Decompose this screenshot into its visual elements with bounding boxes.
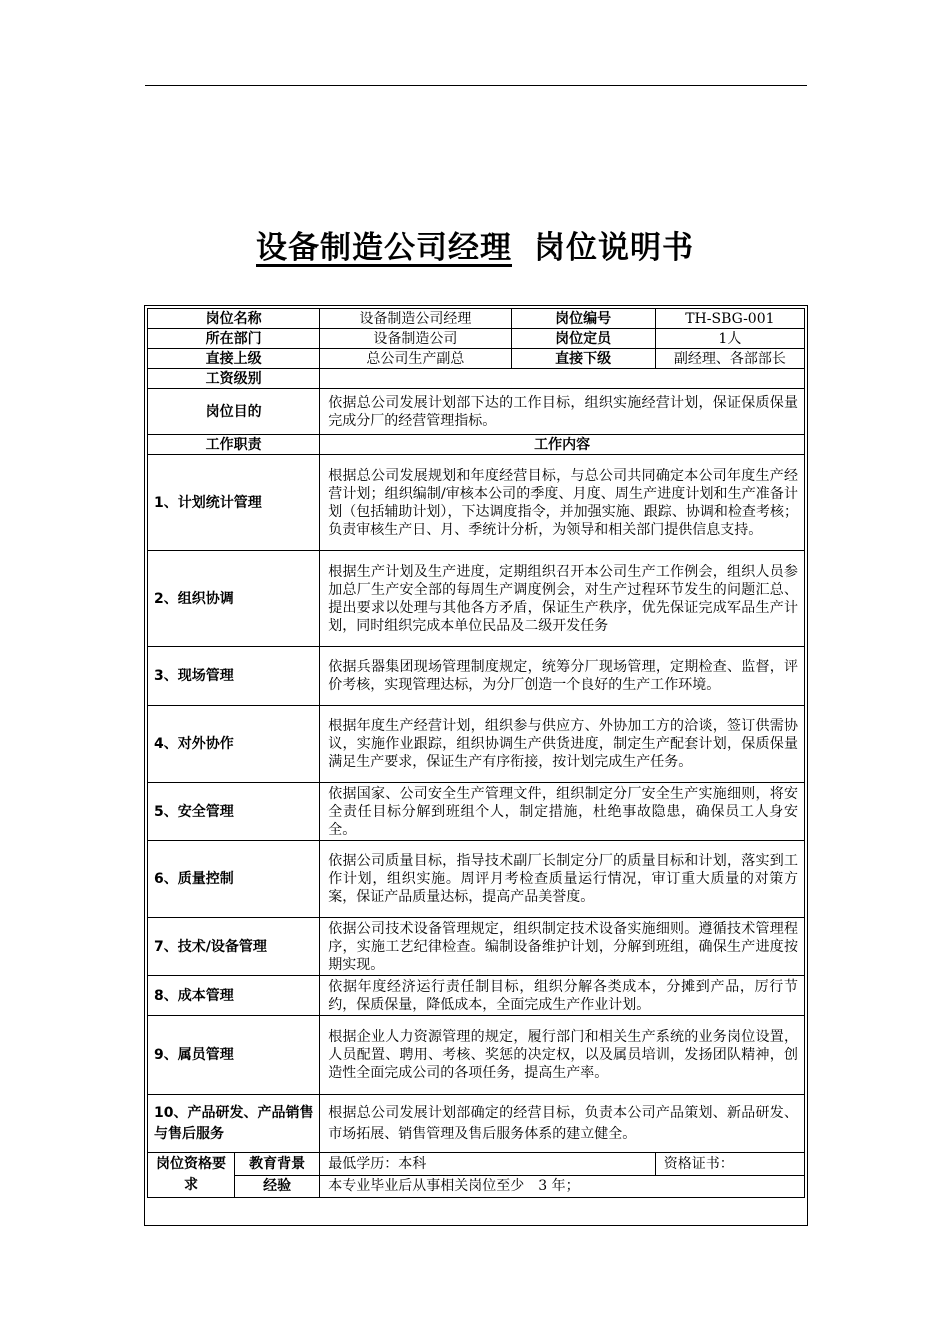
duties-header-right: 工作内容 [320,435,805,455]
duty-name: 6、质量控制 [148,841,320,918]
salary-value [320,369,805,389]
title-doc-type: 岗位说明书 [534,230,694,266]
purpose-label: 岗位目的 [148,389,320,435]
duty-name: 4、对外协作 [148,706,320,783]
duty-row [148,551,805,647]
duty-row [148,455,805,551]
subordinate-label: 直接下级 [511,349,655,369]
duty-content: 根据企业人力资源管理的规定，履行部门和相关生产系统的业务岗位设置，人员配置、聘用、考核、奖惩的决定权，以及属员培训，发扬团队精神，创造性全面完成公司的各项任务，提高生产率。 [320,1016,805,1095]
position-name-value: 设备制造公司经理 [320,309,511,329]
certificate-value: 资格证书： [655,1153,804,1176]
duties-header-left: 工作职责 [148,435,320,455]
duty-name: 5、安全管理 [148,783,320,841]
row-position-name [148,309,805,329]
purpose-text: 依据总公司发展计划部下达的工作目标，组织实施经营计划，保证保质保量完成分厂的经营管理指标。 [320,389,805,435]
qualification-label: 岗位资格要求 [148,1153,235,1197]
row-salary [148,369,805,389]
duty-content: 依据国家、公司安全生产管理文件，组织制定分厂安全生产实施细则，将安全责任目标分解到班组个人，制定措施，杜绝事故隐患，确保员工人身安全。 [320,783,805,841]
duty-name: 10、产品研发、产品销售与售后服务 [148,1095,320,1153]
superior-value: 总公司生产副总 [320,349,511,369]
row-duties-header [148,435,805,455]
position-code-label: 岗位编号 [511,309,655,329]
duty-row [148,918,805,976]
headcount-label: 岗位定员 [511,329,655,349]
duty-content: 根据年度生产经营计划，组织参与供应方、外协加工方的洽谈，签订供需协议，实施作业跟踪，组织协调生产供货进度，制定生产配套计划，保质保量满足生产要求，保证生产有序衔接，按计划完成生产任务。 [320,706,805,783]
duty-content: 依据公司质量目标，指导技术副厂长制定分厂的质量目标和计划，落实到工作计划，组织实施。周评月考检查质量运行情况，审订重大质量的对策方案，保证产品质量达标，提高产品美誉度。 [320,841,805,918]
duty-content: 依据年度经济运行责任制目标，组织分解各类成本，分摊到产品，厉行节约，保质保量，降低成本，全面完成生产作业计划。 [320,976,805,1016]
education-value: 最低学历：本科 [320,1153,656,1176]
duty-name: 7、技术/设备管理 [148,918,320,976]
header-rule [145,85,807,86]
headcount-value: 1人 [655,329,804,349]
duty-name: 8、成本管理 [148,976,320,1016]
salary-label: 工资级别 [148,369,320,389]
duty-name: 3、现场管理 [148,647,320,706]
education-label: 教育背景 [235,1153,319,1176]
qualification-cell [148,1153,320,1198]
duty-content: 根据生产计划及生产进度，定期组织召开本公司生产工作例会，组织人员参加总厂生产安全部的每周生产调度例会，对生产过程环节发生的问题汇总、提出要求以处理与其他各方矛盾，保证生产秩序，优先保证完成军品生产计划，同时组织完成本单位民品及二级开发任务 [320,551,805,647]
duty-row [148,706,805,783]
duty-name: 9、属员管理 [148,1016,320,1095]
position-name-label: 岗位名称 [148,309,320,329]
experience-label: 经验 [263,1178,292,1195]
superior-label: 直接上级 [148,349,320,369]
position-code-value: TH-SBG-001 [655,309,804,329]
row-superior [148,349,805,369]
experience-value: 本专业毕业后从事相关岗位至少 3 年； [320,1175,805,1198]
duty-row [148,841,805,918]
duty-row [148,647,805,706]
row-department [148,329,805,349]
duty-row [148,976,805,1016]
duty-row [148,1016,805,1095]
duty-content: 根据总公司发展计划部确定的经营目标，负责本公司产品策划、新品研发、市场拓展、销售管理及售后服务体系的建立健全。 [320,1095,805,1153]
duty-row [148,1095,805,1153]
duty-content: 依据兵器集团现场管理制度规定，统筹分厂现场管理，定期检查、监督，评价考核，实现管理达标，为分厂创造一个良好的生产工作环境。 [320,647,805,706]
job-description-table [144,305,808,1226]
duty-name: 2、组织协调 [148,551,320,647]
department-label: 所在部门 [148,329,320,349]
document-title [0,222,950,267]
row-purpose [148,389,805,435]
subordinate-value: 副经理、各部部长 [655,349,804,369]
row-education [148,1153,805,1176]
duty-name: 1、计划统计管理 [148,455,320,551]
duty-row [148,783,805,841]
department-value: 设备制造公司 [320,329,511,349]
duty-content: 根据总公司发展规划和年度经营目标，与总公司共同确定本公司年度生产经营计划；组织编制/审核本公司的季度、月度、周生产进度计划和生产准备计划（包括辅助计划），下达调度指令，并加强实施、跟踪、协调和检查考核；负责审核生产日、月、季统计分析，为领导和相关部门提供信息支持。 [320,455,805,551]
duty-content: 依据公司技术设备管理规定，组织制定技术设备实施细则。遵循技术管理程序，实施工艺纪律检查。编制设备维护计划，分解到班组，确保生产进度按期实现。 [320,918,805,976]
title-position: 设备制造公司经理 [256,230,512,266]
